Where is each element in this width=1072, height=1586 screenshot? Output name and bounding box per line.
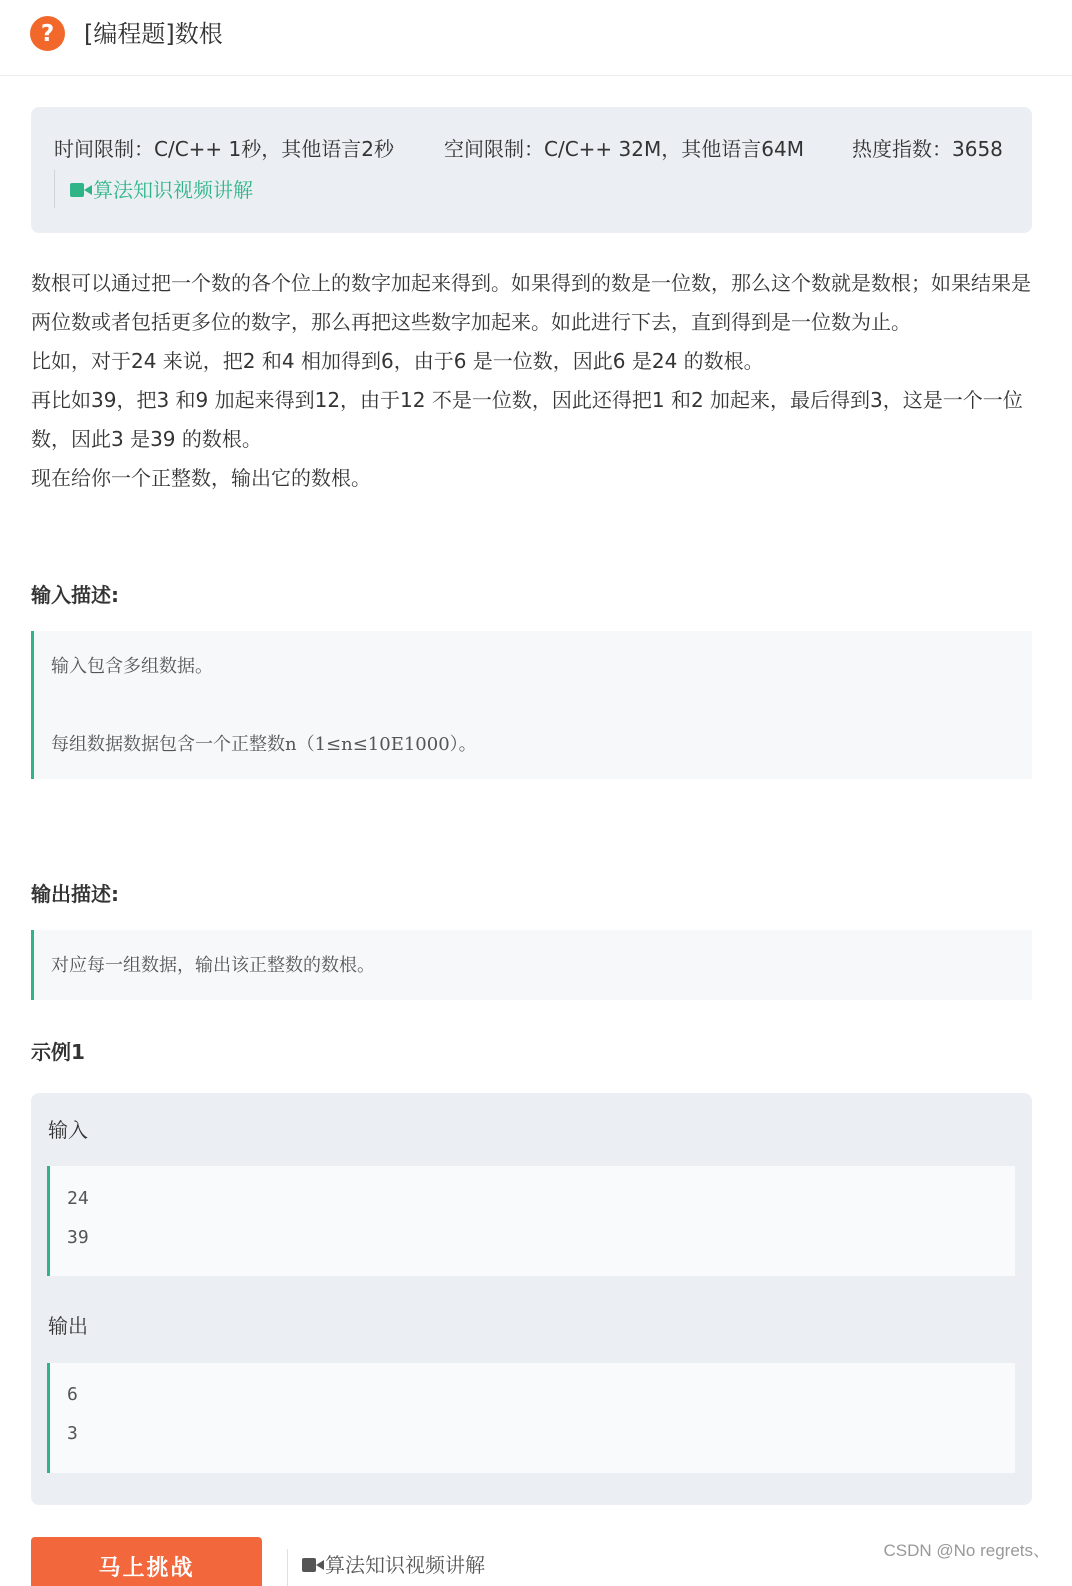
meta-row [54,135,1024,163]
start-challenge-button[interactable]: 马上挑战 [31,1537,262,1586]
code-line: 39 [67,1227,89,1248]
example-output-label: 输出 [48,1314,88,1338]
input-description-block [31,631,1032,779]
description-paragraph: 现在给你一个正整数，输出它的数根。 [31,466,371,490]
video-link-label: 算法知识视频讲解 [93,178,253,202]
video-link-label: 算法知识视频讲解 [325,1553,485,1577]
input-description-line: 输入包含多组数据。 [51,656,213,677]
example-panel [31,1093,1032,1505]
video-explanation-link[interactable] [70,176,253,204]
bottom-video-explanation-link[interactable] [302,1551,485,1579]
divider [54,170,55,208]
code-line: 24 [67,1188,89,1209]
description-paragraph: 再比如39，把3 和9 加起来得到12，由于12 不是一位数，因此还得把1 和2 加起来，最后得到3，这是一个一位数，因此3 是39 的数根。 [31,388,1023,451]
input-description-line: 每组数据数据包含一个正整数n（1≤n≤10E1000）。 [51,734,477,755]
description-paragraph: 数根可以通过把一个数的各个位上的数字加起来得到。如果得到的数是一位数，那么这个数就是数根；如果结果是两位数或者包括更多位的数字，那么再把这些数字加起来。如此进行下去，直到得到是一位数为止。 [31,271,1031,334]
code-line: 3 [67,1423,78,1444]
video-camera-icon [70,183,92,197]
description-paragraph: 比如，对于24 来说，把2 和4 相加得到6，由于6 是一位数，因此6 是24 的数根。 [31,349,764,373]
divider [287,1549,288,1586]
output-description-block [31,930,1032,1000]
code-line: 6 [67,1384,78,1405]
output-description-line: 对应每一组数据，输出该正整数的数根。 [51,955,375,976]
example-title: 示例1 [31,1040,85,1064]
watermark: CSDN @No regrets、 [883,1541,1050,1560]
page-header [0,0,1072,76]
example-output-code [47,1363,1015,1473]
output-description-title: 输出描述: [31,882,119,906]
time-limit: 时间限制：C/C++ 1秒，其他语言2秒 [54,137,394,161]
example-input-label: 输入 [48,1118,88,1142]
input-description-title: 输入描述: [31,583,119,607]
memory-limit: 空间限制：C/C++ 32M，其他语言64M [444,137,804,161]
example-input-code [47,1166,1015,1276]
problem-description [31,264,1031,498]
popularity-index: 热度指数：3658 [852,137,1003,161]
page-title: [编程题]数根 [84,20,223,48]
problem-meta-panel [31,107,1032,233]
question-icon: ? [30,16,65,51]
video-camera-icon [302,1558,324,1572]
